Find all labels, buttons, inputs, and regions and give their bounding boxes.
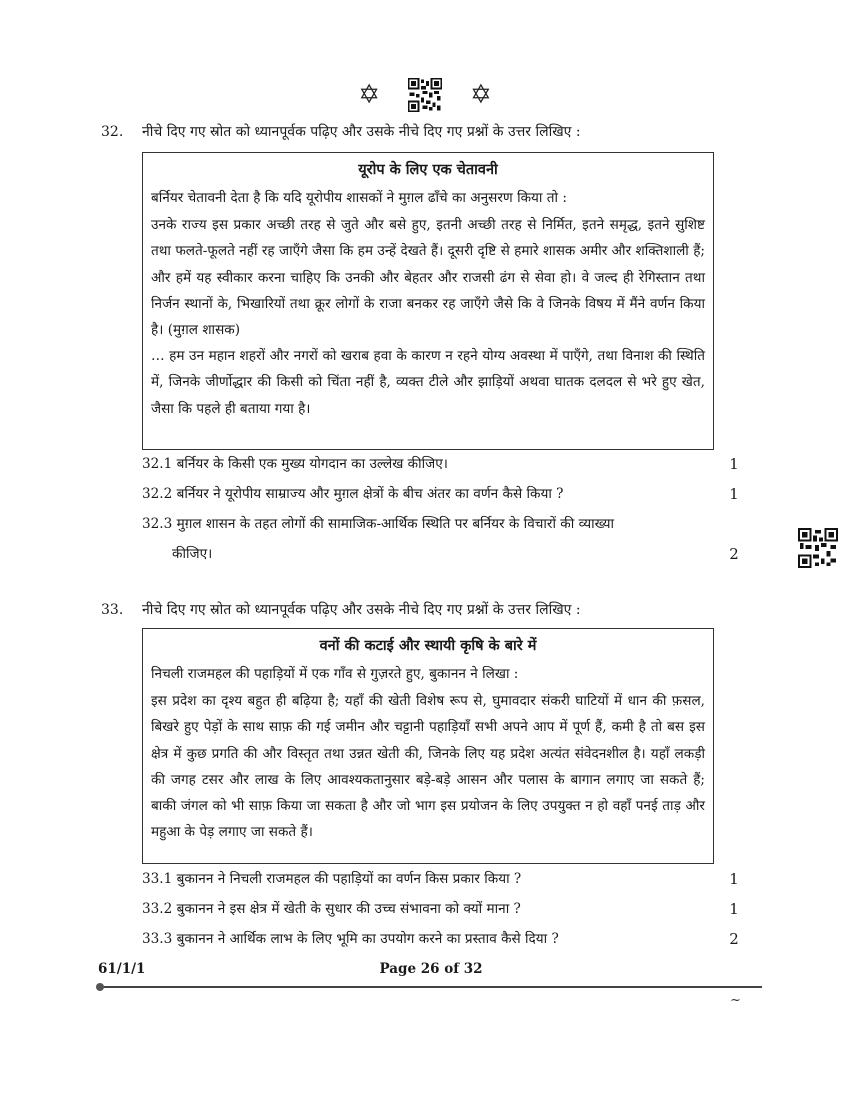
- question-32-3-text-continued: कीजिए।: [172, 546, 213, 562]
- paper-code: 61/1/1: [98, 961, 146, 977]
- page-footer: [98, 961, 764, 981]
- question-33-source-title: वनों की कटाई और स्थायी कृषि के बारे में: [319, 637, 537, 654]
- question-32-3: [142, 509, 742, 569]
- footer-rule: [98, 986, 762, 988]
- question-32-source-box: [142, 152, 714, 450]
- side-qr-code-icon: [798, 528, 838, 568]
- question-32-instruction: नीचे दिए गए स्रोत को ध्यानपूर्वक पढ़िए और उसके नीचे दिए गए प्रश्नों के उत्तर लिखिए :: [142, 124, 581, 140]
- question-32-2-marks: 1: [729, 485, 739, 503]
- question-32-3-text: 32.3 मुग़ल शासन के तहत लोगों की सामाजिक-आर्थिक स्थिति पर बर्नियर के विचारों की व्याख्या: [142, 516, 614, 532]
- question-32-number: 32.: [101, 124, 124, 140]
- question-32-1-text: 32.1 बर्नियर के किसी एक मुख्य योगदान का उल्लेख कीजिए।: [142, 456, 448, 472]
- question-32-1-marks: 1: [729, 455, 739, 473]
- star-of-david-icon-left: ✡: [358, 80, 380, 110]
- page-number: Page 26 of 32: [379, 961, 483, 977]
- star-of-david-icon-right: ✡: [470, 80, 492, 110]
- question-33-3: [142, 924, 742, 954]
- question-33-2-text: 33.2 बुकानन ने इस क्षेत्र में खेती के सुधार की उच्च संभावना को क्यों माना ?: [142, 901, 521, 917]
- question-33-source-box: [142, 628, 714, 864]
- question-33-instruction: नीचे दिए गए स्रोत को ध्यानपूर्वक पढ़िए और उसके नीचे दिए गए प्रश्नों के उत्तर लिखिए :: [142, 602, 581, 618]
- question-33-1: [142, 864, 742, 894]
- question-33-3-marks: 2: [729, 930, 739, 948]
- question-32-source-intro: बर्नियर चेतावनी देता है कि यदि यूरोपीय शासकों ने मुग़ल ढाँचे का अनुसरण किया तो :: [151, 190, 567, 206]
- question-33-2: [142, 894, 742, 924]
- question-33-1-text: 33.1 बुकानन ने निचली राजमहल की पहाड़ियों का वर्णन किस प्रकार किया ?: [142, 871, 522, 887]
- question-33-number: 33.: [101, 602, 124, 618]
- footer-tilde: ~: [730, 993, 741, 1008]
- qr-code-icon: [408, 78, 442, 112]
- question-33-3-text: 33.3 बुकानन ने आर्थिक लाभ के लिए भूमि का उपयोग करने का प्रस्ताव कैसे दिया ?: [142, 931, 559, 947]
- question-33-source-paragraph: इस प्रदेश का दृश्य बहुत ही बढ़िया है; यहाँ की खेती विशेष रूप से, घुमावदार संकरी घाटियों में धान की फ़सल, बिखरे हुए पेड़ों के साथ साफ़ की गई जमीन और चट्टानी पहाड़ियाँ सभी अपने आप में पूर्ण हैं, कमी है तो बस इस क्षेत्र में कुछ प्रगति की और विस्तृत तथा उन्नत खेती की, जिनके लिए यह प्रदेश अत्यंत संवेदनशील है। यहाँ लकड़ी की जगह टसर और लाख के लिए आवश्यकतानुसार बड़े-बड़े आसन और पलास के बागान लगाए जा सकते हैं; बाकी जंगल को भी साफ़ किया जा सकता है और जो भाग इस प्रयोजन के लिए उपयुक्त न हो वहाँ पनई ताड़ और महुआ के पेड़ लगाए जा सकते हैं।: [151, 693, 705, 841]
- question-32-1: [142, 449, 742, 479]
- page-header: [0, 78, 850, 112]
- question-32-2-text: 32.2 बर्नियर ने यूरोपीय साम्राज्य और मुग़ल क्षेत्रों के बीच अंतर का वर्णन कैसे किया ?: [142, 486, 564, 502]
- footer-rule-dot: [96, 983, 104, 991]
- question-32-source-title: यूरोप के लिए एक चेतावनी: [358, 161, 498, 178]
- question-32-3-marks: 2: [729, 545, 739, 563]
- question-33-2-marks: 1: [729, 900, 739, 918]
- question-32-source-paragraph-2: … हम उन महान शहरों और नगरों को खराब हवा के कारण न रहने योग्य अवस्था में पाएँगे, तथा विनाश की स्थिति में, जिनके जीर्णोद्धार की किसी को चिंता नहीं है, व्यक्त टीले और झाड़ियों अथवा घातक दलदल से भरे हुए खेत, जैसा कि पहले ही बताया गया है।: [151, 348, 705, 417]
- question-32-2: [142, 479, 742, 509]
- question-33-source-intro: निचली राजमहल की पहाड़ियों में एक गाँव से गुज़रते हुए, बुकानन ने लिखा :: [151, 666, 519, 682]
- question-32-source-paragraph-1: उनके राज्य इस प्रकार अच्छी तरह से जुते और बसे हुए, इतनी अच्छी तरह से निर्मित, इतने समृद्ध, इतने सुशिष्ट तथा फलते-फूलते नहीं रह जाएँगे जैसा कि हम उन्हें देखते हैं। दूसरी दृष्टि से हमारे शासक अमीर और शक्तिशाली हैं; और हमें यह स्वीकार करना चाहिए कि उनकी और बेहतर और राजसी ढंग से सेवा हो। वे जल्द ही रेगिस्तान तथा निर्जन स्थानों के, भिखारियों तथा क्रूर लोगों के राजा बनकर रह जाएँगे जैसे कि वे जिनके विषय में मैंने वर्णन किया है। (मुग़ल शासक): [151, 217, 705, 339]
- question-33-1-marks: 1: [729, 870, 739, 888]
